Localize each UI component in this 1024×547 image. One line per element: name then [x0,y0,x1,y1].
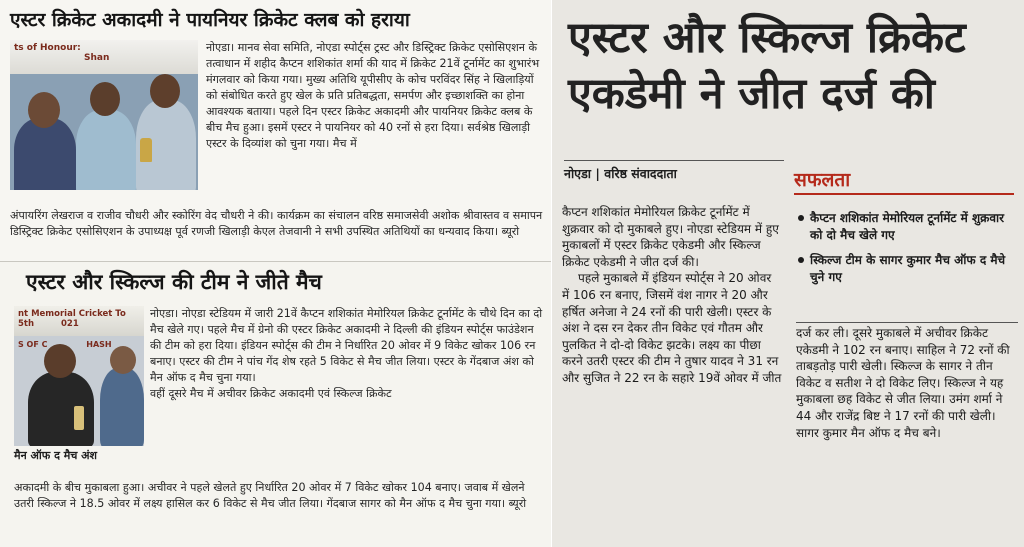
person-left [14,118,76,190]
photo-banner-text: nt Memorial Cricket To [18,309,126,319]
person-right-head [150,74,180,108]
clipping-paragraph: वहीं दूसरे मैच में अचीवर क्रिकेट अकादमी एवं स्किल्ज क्रिकेट [150,387,392,400]
photo-banner [14,306,144,336]
photo-caption: मैन ऑफ द मैच अंश [14,449,98,462]
trophy-icon [74,406,84,430]
photo-banner [10,40,198,74]
photo-banner-text-2: Shan [84,53,110,63]
highlight-item: कैप्टन शशिकांत मेमोरियल टूर्नामेंट में शुक्रवार को दो मैच खेले गए [796,210,1018,244]
sidebar-rule [794,193,1014,195]
clipping-headline [568,10,1014,122]
clipping-headline: एस्टर और स्किल्ज की टीम ने जीते मैच [26,270,322,294]
official-person [100,368,144,446]
clipping-paragraph: नोएडा। मानव सेवा समिति, नोएडा स्पोर्ट्स ट्रस्ट और डिस्ट्रिक्ट क्रिकेट एसोसिएशन के तत्वाधान में शहीद कैप्टन शशिकांत शर्मा की याद में क्रिकेट 21वें टूर्नामेंट का शुभारंभ मंगलवार को किया गया। मुख्य अतिथि यूपीसीए के कोच परविंदर सिंह ने खिलाड़ियों को संबोधित करते हुए खेल के प्रति प्रतिबद्धता, समर्पण और इच्छाशक्ति का होना आवश्यक बताया। पहले दिन एस्टर क्रिकेट अकादमी और पायनियर क्रिकेट क्लब के बीच मैच हुआ। इसमें एस्टर ने पायनियर को 40 रनों से हरा दिया। सर्वश्रेष्ठ खिलाड़ी एस्टर के दिव्यांश को चुना गया। मैच में [206,41,540,150]
byline: नोएडा | वरिष्ठ संवाददाता [564,160,784,182]
clipping-headline: एस्टर क्रिकेट अकादमी ने पायनियर क्रिकेट क्लब को हराया [10,9,410,31]
article-column-a [562,204,782,387]
man-of-match-photo [14,306,144,446]
photo-banner-text-5: HASH [86,340,112,349]
clipping-body-wrap [206,40,544,152]
clipping-paragraph: अंपायरिंग लेखराज व राजीव चौधरी और स्कोरिंग वेद चौधरी ने की। कार्यक्रम का संचालन वरिष्ठ समाजसेवी अशोक श्रीवास्तव व समापन डिस्ट्रिक्ट क्रिकेट एसोसिएशन के उपाध्यक्ष पूर्व रणजी खिलाड़ी केएल तेजवानी ने सभी उपस्थित अतिथियों का धन्यवाद किया। ब्यूरो [10,209,543,238]
person-center [76,110,136,190]
official-head [110,346,136,374]
photo-banner-text-2: 5th [18,319,35,329]
clipping-body-wrap [150,306,544,402]
award-photo [10,40,198,190]
clipping-body-full [10,208,544,240]
article-column-b [796,322,1018,441]
player-head [44,344,76,378]
highlight-item: स्किल्ज टीम के सागर कुमार मैच ऑफ द मैचे चुने गए [796,252,1018,286]
headline-line-2: एकडेमी ने जीत दर्ज की [568,69,935,119]
person-center-head [90,82,120,116]
clipping-body-full [14,480,544,512]
person-left-head [28,92,60,128]
clipping-paragraph: अकादमी के बीच मुकाबला हुआ। अचीवर ने पहले खेलते हुए निर्धारित 20 ओवर में 7 विकेट खोकर 104 बनाए। जवाब में खेलने उतरी स्किल्ज ने 18.5 ओवर में लक्ष्य हासिल कर 6 विकेट से मैच जीत लिया। गेंदबाज सागर को मैन ऑफ द मैच चुना गया। ब्यूरो [14,481,527,510]
highlights-list [796,210,1018,294]
photo-banner-text: ts of Honour: [14,43,81,53]
headline-line-1: एस्टर और स्किल्ज क्रिकेट [568,13,966,63]
photo-banner-text-3: 021 [61,319,79,329]
sidebar-heading: सफलता [794,169,851,191]
clipping-paragraph: नोएडा। नोएडा स्टेडियम में जारी 21वें कैप्टन शशिकांत मेमोरियल क्रिकेट टूर्नामेंट के चौथे दिन का दो मैच खेले गए। पहले मैच में ग्रेनो की एस्टर क्रिकेट अकादमी ने दिल्ली की इंडियन स्पोर्ट्स फाउंडेशन की टीम को हरा दिया। इंडियन स्पोर्ट्स की टीम ने निर्धारित 20 ओवर में 9 विकेट खोकर 106 रन बनाए। एस्टर की टीम ने पांच गेंद शेष रहते 5 विकेट से मैच जीत लिया। एस्टर के गेंदबाज अंश को मैन ऑफ द मैच चुना गया। [150,307,543,384]
news-clipping-aster-skillz-win [0,262,552,547]
player-person [28,372,94,446]
news-clipping-aster-skillz-academy [552,0,1024,547]
trophy-icon [140,138,152,162]
photo-banner-text-4: S OF C [18,340,48,349]
news-clipping-aster-vs-pioneer [0,0,552,262]
article-paragraph: कैप्टन शशिकांत मेमोरियल क्रिकेट टूर्नामेंट में शुक्रवार को दो मुकाबले हुए। नोएडा स्टेडियम में हुए मुकाबलों में एस्टर क्रिकेट एकेडमी और स्किल्ज क्रिकेट एकेडमी ने जीत दर्ज की। [562,205,779,269]
article-paragraph: पहले मुकाबले में इंडियन स्पोर्ट्स ने 20 ओवर में 106 रन बनाए, जिसमें वंश नागर ने 20 और हर्षित अनेजा ने 24 रनों की पारी खेली। एस्टर के अंश ने दस रन देकर तीन विकेट एवं गौतम और पुलकित ने दो-दो विकेट झटके। लक्ष्य का पीछा करने उतरी एस्टर की टीम ने तुषार यादव ने 31 रन और सुजित ने 22 रन के सहारे 19वें ओवर में जीत [562,271,782,385]
article-paragraph: दर्ज कर ली। दूसरे मुकाबले में अचीवर क्रिकेट एकेडमी ने 102 रन बनाए। साहिल ने 72 रनों की ताबड़तोड़ पारी खेली। स्किल्ज के सागर ने तीन विकेट व सतीश ने दो विकेट लिए। स्किल्ज ने यह मुकाबला छह विकेट से जीत लिया। उमंग शर्मा ने 44 और राजेंद्र बिष्ट ने 17 रनों की पारी खेली। सागर कुमार मैन ऑफ द मैच बने। [796,326,1010,440]
